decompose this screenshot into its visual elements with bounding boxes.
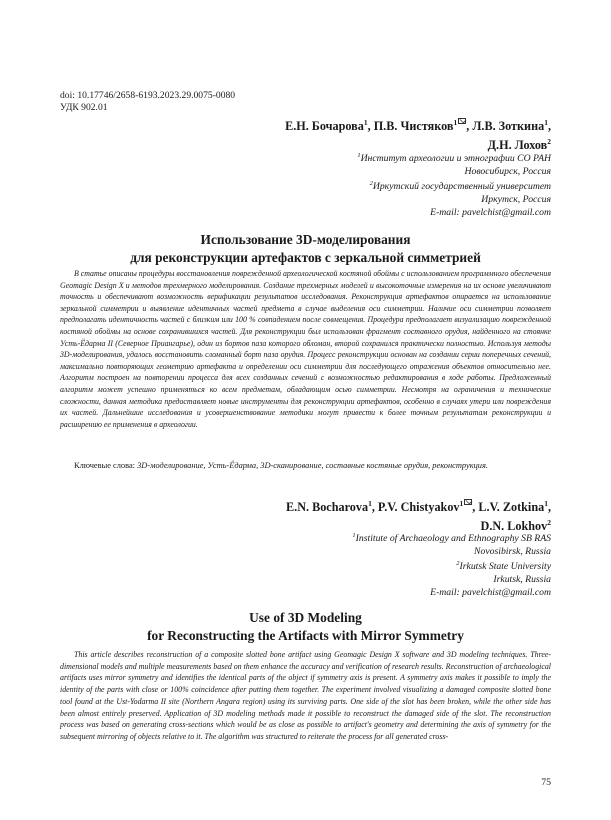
ru-author-3: Л.В. Зоткина: [472, 119, 545, 134]
en-aff-1-city: Novosibirsk, Russia: [474, 545, 551, 557]
en-author-4: D.N. Lokhov: [480, 519, 548, 534]
en-aff-2-city: Irkutsk, Russia: [493, 574, 551, 586]
ru-authors-line2: Д.Н. Лохов$^2$: [487, 137, 551, 153]
ru-aff-2: Иркутский государственный университет: [372, 181, 551, 193]
ru-authors: [285, 115, 551, 153]
en-email: E-mail: pavelchist@gmail.com: [430, 586, 551, 598]
en-author-1: E.N. Bocharova: [286, 500, 369, 515]
en-aff-2: Irkutsk State University: [459, 561, 551, 573]
en-author-3: L.V. Zotkina: [478, 500, 545, 515]
en-affiliations: $^1$Institute of Archaeology and Ethnography SB RAS Novosibirsk, Russia $^2$Irkutsk State University Irkutsk, Russia E-mail: pavelchist@gmail.com: [352, 532, 551, 598]
en-authors-line2: D.N. Lokhov$^2$: [480, 518, 551, 534]
ru-aff-1: Институт археологии и этнографии СО РАН: [360, 153, 551, 165]
en-author-2: P.V. Chistyakov: [377, 500, 460, 515]
en-authors: [286, 496, 551, 534]
ru-author-2: П.В. Чистяков: [373, 119, 454, 134]
ru-authors-line1: Е.Н. Бочарова$^1$, П.В. Чистяков$^1$ , Л.В. Зоткина$^1$,: [285, 118, 551, 134]
keywords-label: Ключевые слова:: [74, 461, 135, 470]
en-abstract: This article describes reconstruction of a composite slotted bone artifact using Geomagic Design X software and 3D modeling techniques. Three-dimensional models and multiple measurements based on them enhance the accuracy and verification of research results. Reconstruction of archaeological artifacts uses mirror symmetry and identifies the identical parts of the object if symmetry axis is present. A symmetry axis makes it possible to imply the identity of the parts with close or 100% coincidence after putting them together. The experiment involved visualizing a damaged composite slotted bone tool found at the Ust-Yodarma II site (Northern Angara region) using its surviving parts. One side of the slot has been broken, while the other side has been almost entirely preserved. Application of 3D modeling methods made it possible to reconstruct the damaged side of the slot. The reconstruction process was based on generating cross-sections which would be as close as possible to artifact's geometry and determining the axis of symmetry for the subsequent mirroring of objects relative to it. The algorithm was structured to reiterate the process for all generated cross-: [60, 650, 551, 741]
email-envelope-icon: [464, 499, 472, 505]
keywords-text: 3D-моделирование, Усть-Ёдарма, 3D-сканирование, составные костяные орудия, реконструкция.: [137, 461, 488, 470]
ru-title: Использование 3D-моделирования для реконструкции артефактов с зеркальной симметрией: [130, 232, 481, 265]
ru-author-1: Е.Н. Бочарова: [285, 119, 364, 134]
en-title: Use of 3D Modeling for Reconstructing the Artifacts with Mirror Symmetry: [147, 610, 464, 643]
en-aff-1: Institute of Archaeology and Ethnography SB RAS: [355, 533, 551, 545]
ru-affiliations: $^1$Институт археологии и этнографии СО РАН Новосибирск, Россия $^2$Иркутский государственный университет Иркутск, Россия E-mail: pavelchist@gmail.com: [357, 152, 551, 218]
udk: УДК 902.01: [60, 102, 108, 113]
ru-abstract: В статье описаны процедуры восстановления поврежденной археологической костяной обоймы с использованием программного обеспечения Geomagic Design X и методов трехмерного моделирования. Создание трехмерных моделей и высокоточные измерения на их основе увеличивают точность и обеспечивают возможность верификации результатов исследования. Реконструкция артефактов опирается на использование зеркальной симметрии и выявление идентичных частей предмета в случае выделения оси симметрии. Наличие оси симметрии позволяет предполагать идентичность частей с близким или 100 % совпадением после совмещения. Процедура предполагает визуализацию поврежденной костяной обоймы на основе сохранившихся частей. Для реконструкции был использован фрагмент составного орудия, найденного на стоянке Усть-Ёдарма II (Северное Приангарье), один из бортов паза которого обломан, второй сохранился практически полностью. Используя методы 3D-моделирования, удалось восстановить сломанный борт паза орудия. Процесс реконструкции основан на создании серии поперечных сечений, максимально повторяющих геометрию артефакта и определении оси симметрии для последующего отражения объектов относительно нее. Алгоритм построен на повторении процесса для всех созданных сечений с возможностью редактирования в ходе работы. Предложенный алгоритм может успешно применяться ко всем предметам, обладающим осью симметрии. Несмотря на ограничения и технические сложности, данная методика предоставляет новые инструменты для реконструкции артефактов, особенно в случаях утери или повреждения их частей. Дальнейшие исследования и усовершенствование методики могут привести к более точным результатам реконструкции и расширению ее применения в археологии.: [60, 269, 551, 429]
ru-aff-2-city: Иркутск, Россия: [481, 194, 551, 206]
en-authors-line1: E.N. Bocharova$^1$, P.V. Chistyakov$^1$ , L.V. Zotkina$^1$,: [286, 499, 551, 515]
ru-author-4: Д.Н. Лохов: [487, 138, 548, 153]
page-number: 75: [541, 777, 551, 788]
doi: doi: 10.17746/2658-6193.2023.29.0075-0080: [60, 90, 236, 101]
ru-email: E-mail: pavelchist@gmail.com: [430, 206, 551, 218]
ru-aff-1-city: Новосибирск, Россия: [464, 165, 551, 177]
email-envelope-icon: [458, 118, 466, 124]
ru-keywords: [74, 460, 551, 472]
